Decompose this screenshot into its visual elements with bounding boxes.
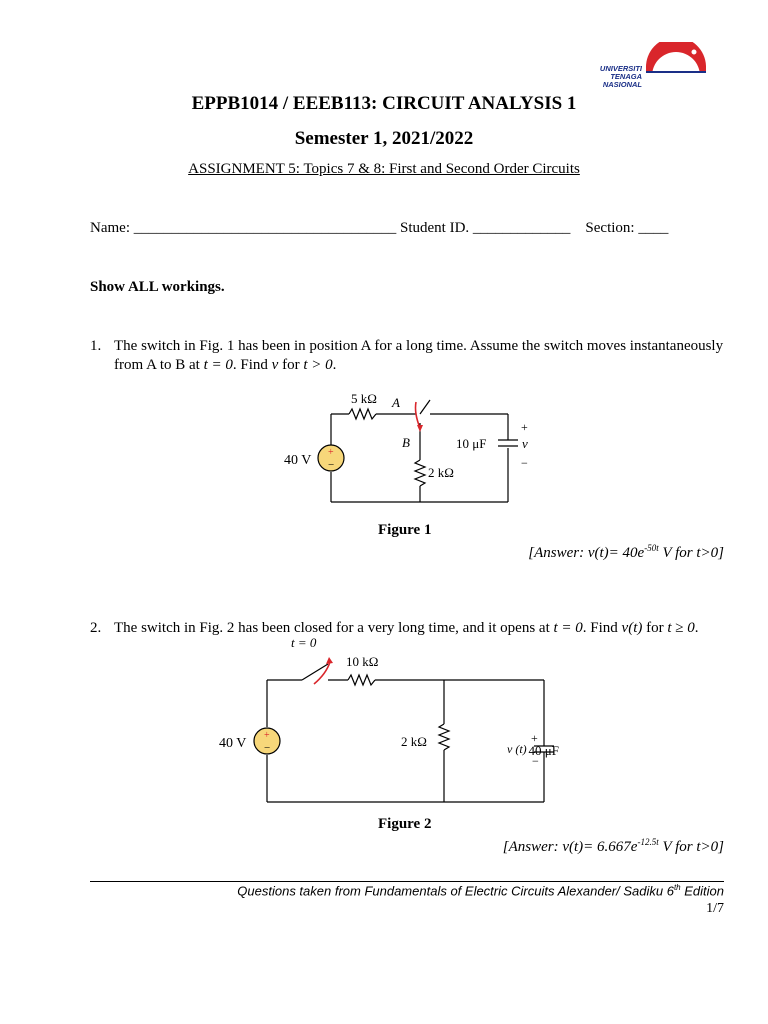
source-label: 40 V xyxy=(284,453,312,468)
q2-text-g: . xyxy=(694,620,699,636)
q2-math-vt: v(t) xyxy=(621,620,643,636)
q1-text-c: . Find xyxy=(232,357,272,373)
answer-2-pre: [Answer: v(t)= 6.667e xyxy=(502,839,638,855)
q2-math-t0: t = 0 xyxy=(553,620,583,636)
r2-2-label: 2 kΩ xyxy=(401,734,427,749)
v-label: v xyxy=(522,436,528,451)
node-a-label: A xyxy=(392,395,400,410)
question-1-text xyxy=(114,337,734,375)
v2-label: v (t) xyxy=(507,742,527,756)
name-label: Name: xyxy=(90,220,130,236)
q1-text-e: for xyxy=(278,357,304,373)
q1-math-t0: t = 0 xyxy=(203,357,233,373)
q2-math-tge0: t ≥ 0 xyxy=(667,620,695,636)
r2-label: 2 kΩ xyxy=(428,465,454,480)
section-label: Section: xyxy=(585,220,635,236)
q2-text-c: . Find xyxy=(582,620,622,636)
source-minus: − xyxy=(328,459,335,471)
answer-1 xyxy=(528,539,724,563)
figure-1-caption: Figure 1 xyxy=(378,522,432,538)
answer-2-post: V for t>0] xyxy=(658,839,724,855)
question-1-number: 1. xyxy=(90,338,102,354)
source2-label: 40 V xyxy=(219,736,247,751)
university-logo xyxy=(588,42,708,92)
answer-2-exp: -12.5t xyxy=(637,837,659,847)
switch-arrow-icon xyxy=(314,662,330,684)
logo-line-3: NASIONAL xyxy=(602,80,642,89)
q2-text-a: The switch in Fig. 2 has been closed for a very long time, and it opens at xyxy=(114,620,554,636)
v2-minus: − xyxy=(532,754,539,768)
figure-2-circuit xyxy=(210,634,560,809)
form-line xyxy=(90,219,668,238)
page-number: 1/7 xyxy=(706,901,724,916)
node-b-label: B xyxy=(402,435,410,450)
v-minus: − xyxy=(521,456,528,470)
q1-text-a: from A to B at xyxy=(114,357,204,373)
source2-minus: − xyxy=(264,742,271,754)
cap2-label: 40 μF xyxy=(528,743,559,758)
v-plus: + xyxy=(521,420,528,434)
footer-source-pre: Questions taken from Fundamentals of Electric Circuits Alexander/ Sadiku 6 xyxy=(237,883,674,899)
q1-text-g: . xyxy=(332,357,337,373)
logo-line-2: TENAGA xyxy=(610,72,642,81)
assignment-subtitle: ASSIGNMENT 5: Topics 7 & 8: First and Second Order Circuits xyxy=(188,161,580,177)
section-field: ____ xyxy=(638,220,669,236)
q1-math-v: v xyxy=(271,357,279,373)
footer-source-sup: th xyxy=(673,883,681,892)
footer-divider xyxy=(90,881,724,882)
source-plus: + xyxy=(328,447,334,458)
q2-text-e: for xyxy=(642,620,668,636)
v2-plus: + xyxy=(531,731,538,745)
footer-source xyxy=(237,883,724,898)
student-id-field: _____________ xyxy=(472,220,571,236)
logo-line-1: UNIVERSITI xyxy=(599,64,642,73)
switch-time-label: t = 0 xyxy=(291,635,317,650)
figure-1-circuit xyxy=(270,385,550,510)
question-2-number: 2. xyxy=(90,620,102,636)
question-1-line-2 xyxy=(114,356,734,375)
semester-title: Semester 1, 2021/2022 xyxy=(294,128,474,149)
cap-label: 10 μF xyxy=(456,436,487,451)
footer-source-post: Edition xyxy=(680,883,724,899)
student-id-label: Student ID. xyxy=(399,220,470,236)
answer-1-pre: [Answer: v(t)= 40e xyxy=(528,545,645,561)
name-field: ___________________________________ xyxy=(133,220,397,236)
r1-label: 5 kΩ xyxy=(351,391,377,406)
switch-arrow-icon xyxy=(416,402,421,428)
source2-plus: + xyxy=(264,730,270,741)
figure-2-caption: Figure 2 xyxy=(378,816,432,832)
question-1-line-1: The switch in Fig. 1 has been in position A for a long time. Assume the switch moves instantaneously xyxy=(114,338,724,354)
q1-math-tgt0: t > 0 xyxy=(303,357,333,373)
r1-2-label: 10 kΩ xyxy=(346,654,379,669)
instruction: Show ALL workings. xyxy=(90,279,225,295)
course-title: EPPB1014 / EEEB113: CIRCUIT ANALYSIS 1 xyxy=(191,93,577,114)
answer-2 xyxy=(503,833,724,857)
answer-1-exp: -50t xyxy=(644,543,659,553)
answer-1-post: V for t>0] xyxy=(658,545,724,561)
